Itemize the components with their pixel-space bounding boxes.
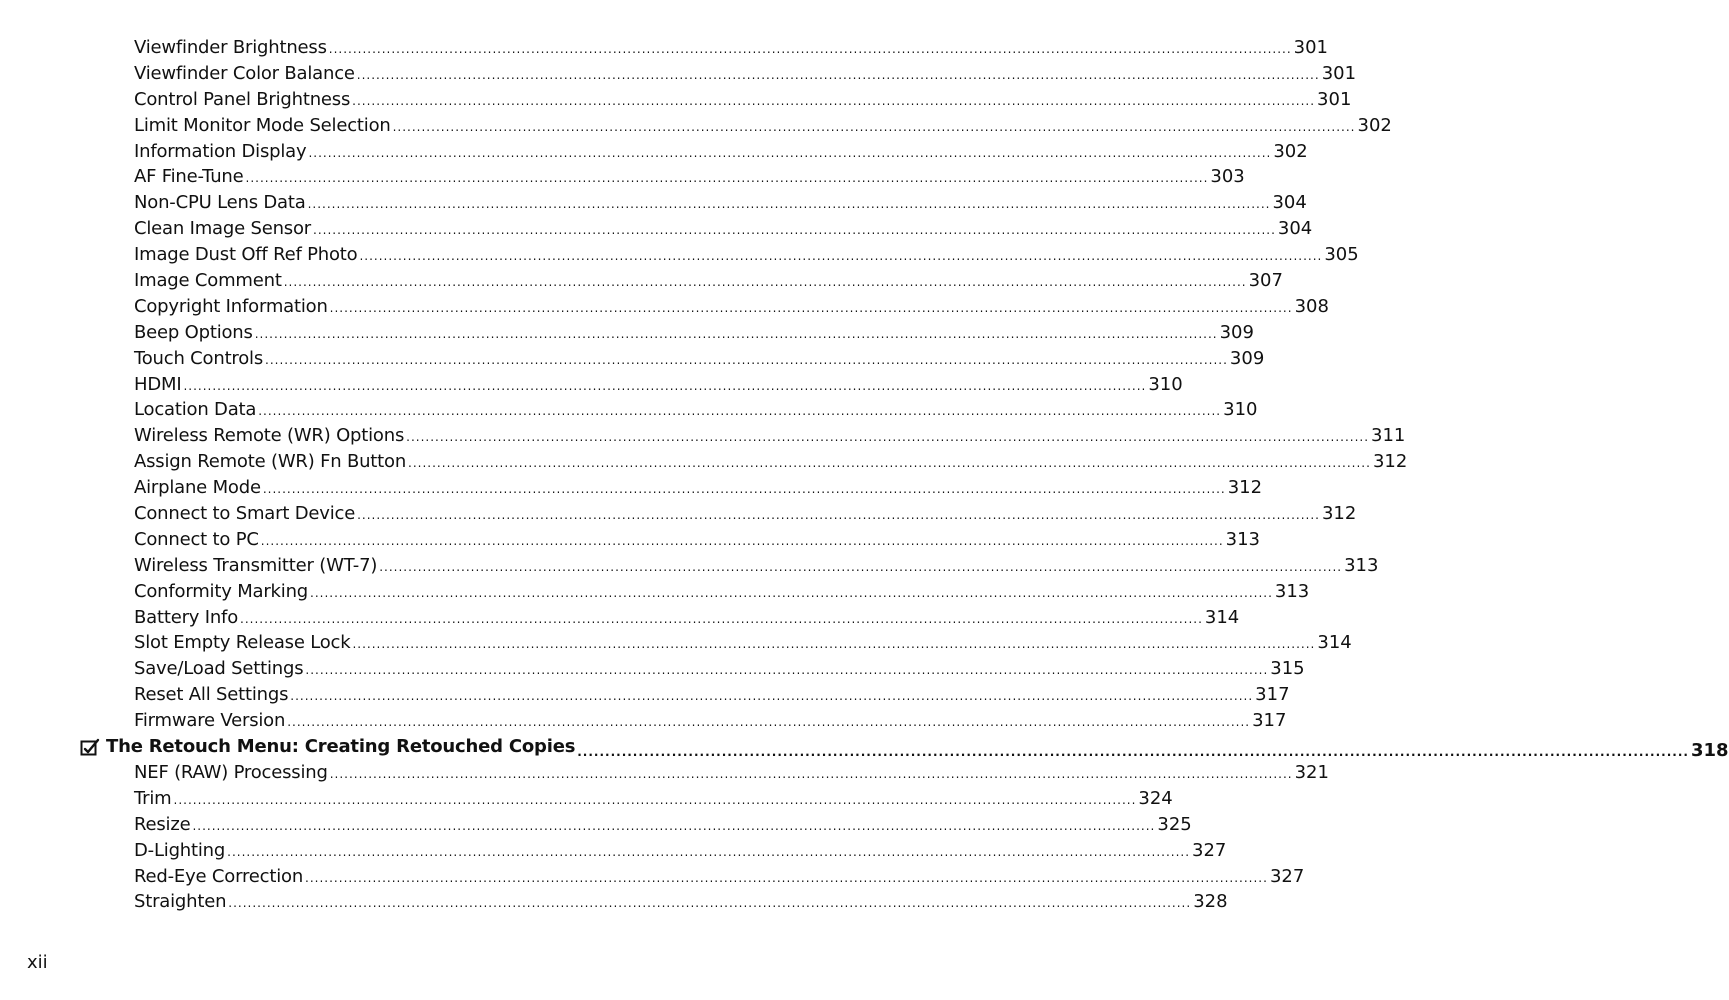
toc-entry-page: 303 — [1210, 166, 1245, 188]
dot-leader: ........................................................................................................................................................................................................ — [329, 300, 1293, 315]
toc-entry-page: 301 — [1321, 62, 1357, 84]
toc-entry-label: Firmware Version — [134, 710, 286, 732]
toc-entry-label: Airplane Mode — [134, 477, 261, 499]
toc-entry-label: HDMI — [134, 373, 182, 395]
toc-entry-label: Viewfinder Brightness — [134, 37, 327, 58]
dot-leader: ........................................................................................................................................................................................................ — [577, 745, 1689, 759]
toc-entry-page: 308 — [1294, 295, 1329, 317]
toc-entry-label: Save/Load Settings — [134, 658, 304, 680]
toc-entry-page: 302 — [1357, 114, 1392, 136]
toc-entry[interactable] — [134, 708, 1287, 734]
toc-entry[interactable] — [134, 656, 1305, 682]
toc-entry[interactable] — [134, 501, 1357, 527]
toc-entry-page: 315 — [1270, 658, 1305, 680]
toc-entry-page: 314 — [1317, 632, 1352, 654]
toc-entry-page: 313 — [1344, 554, 1379, 576]
dot-leader: ........................................................................................................................................................................................................ — [329, 766, 1293, 781]
retouch-menu-section-heading[interactable] — [80, 734, 1729, 761]
dot-leader: ........................................................................................................................................................................................................ — [173, 792, 1137, 807]
dot-leader: ........................................................................................................................................................................................................ — [228, 896, 1192, 911]
toc-entry[interactable] — [134, 190, 1307, 216]
dot-leader: ........................................................................................................................................................................................................ — [307, 197, 1271, 212]
dot-leader: ........................................................................................................................................................................................................ — [287, 715, 1251, 730]
toc-entry-label: Viewfinder Color Balance — [134, 62, 355, 84]
toc-entry[interactable] — [134, 579, 1310, 605]
toc-entry[interactable] — [134, 397, 1258, 423]
toc-entry[interactable] — [134, 786, 1173, 812]
toc-entry[interactable] — [134, 294, 1329, 320]
toc-entry[interactable] — [134, 268, 1283, 294]
toc-entry-label: Wireless Remote (WR) Options — [134, 425, 405, 447]
toc-entry-page: 312 — [1372, 451, 1408, 473]
toc-entry[interactable] — [134, 682, 1290, 708]
toc-entry[interactable] — [134, 216, 1313, 242]
dot-leader: ........................................................................................................................................................................................................ — [290, 689, 1254, 704]
toc-entry[interactable] — [134, 605, 1240, 631]
dot-leader: ........................................................................................................................................................................................................ — [406, 430, 1370, 445]
toc-entry-label: Connect to PC — [134, 528, 259, 550]
toc-entry-page: 327 — [1192, 839, 1227, 861]
toc-entry-page: 304 — [1272, 192, 1307, 214]
toc-entry-label: Slot Empty Release Lock — [134, 632, 351, 654]
toc-entry-page: 313 — [1274, 580, 1310, 602]
dot-leader: ........................................................................................................................................................................................................ — [183, 378, 1147, 393]
toc-entry[interactable] — [134, 864, 1305, 890]
toc-entry-label: D-Lighting — [134, 839, 226, 861]
toc-entry-label: Control Panel Brightness — [134, 88, 351, 110]
toc-entry-page: 310 — [1148, 373, 1183, 395]
toc-entry-page: 312 — [1227, 477, 1263, 499]
toc-entry[interactable] — [134, 760, 1329, 786]
toc-entry[interactable] — [134, 139, 1308, 165]
toc-entry[interactable] — [134, 346, 1265, 372]
toc-entry-page: 313 — [1225, 528, 1261, 550]
toc-entry-page: 302 — [1273, 140, 1308, 162]
dot-leader: ........................................................................................................................................................................................................ — [254, 326, 1218, 341]
dot-leader: ........................................................................................................................................................................................................ — [258, 404, 1222, 419]
toc-entry-page: 327 — [1269, 865, 1305, 887]
dot-leader: ........................................................................................................................................................................................................ — [227, 844, 1191, 859]
dot-leader: ........................................................................................................................................................................................................ — [408, 456, 1371, 471]
dot-leader: ........................................................................................................................................................................................................ — [240, 611, 1203, 626]
toc-entry[interactable] — [134, 242, 1359, 268]
toc-entry[interactable] — [134, 164, 1245, 190]
dot-leader: ........................................................................................................................................................................................................ — [245, 171, 1209, 186]
dot-leader: ........................................................................................................................................................................................................ — [356, 67, 1320, 82]
dot-leader: ........................................................................................................................................................................................................ — [359, 249, 1323, 264]
toc-entry[interactable] — [134, 475, 1263, 501]
toc-entry-page: 301 — [1293, 37, 1329, 58]
toc-entry-page: 317 — [1255, 684, 1290, 706]
toc-entry[interactable] — [134, 35, 1329, 61]
toc-entry[interactable] — [134, 449, 1408, 475]
dot-leader: ........................................................................................................................................................................................................ — [357, 508, 1320, 523]
table-of-contents — [0, 35, 1729, 915]
toc-entry-page: 317 — [1252, 710, 1287, 732]
toc-entry-label: Straighten — [134, 891, 227, 913]
dot-leader: ........................................................................................................................................................................................................ — [283, 275, 1247, 290]
dot-leader: ........................................................................................................................................................................................................ — [192, 818, 1156, 833]
setup-menu-entries — [0, 35, 1408, 734]
toc-entry-label: AF Fine-Tune — [134, 166, 244, 188]
toc-entry-label: Beep Options — [134, 321, 253, 343]
dot-leader: ........................................................................................................................................................................................................ — [308, 145, 1272, 160]
toc-entry-label: Trim — [134, 787, 172, 809]
toc-entry[interactable] — [134, 553, 1379, 579]
toc-entry-page: 311 — [1371, 425, 1406, 447]
toc-entry[interactable] — [134, 423, 1406, 449]
toc-entry-page: 305 — [1324, 244, 1359, 266]
toc-entry-label: Non-CPU Lens Data — [134, 192, 306, 214]
retouch-menu-entries — [0, 760, 1329, 915]
toc-entry-page: 325 — [1157, 813, 1192, 835]
toc-entry[interactable] — [134, 812, 1192, 838]
dot-leader: ........................................................................................................................................................................................................ — [352, 637, 1316, 652]
dot-leader: ........................................................................................................................................................................................................ — [305, 870, 1268, 885]
toc-entry-label: Clean Image Sensor — [134, 218, 311, 240]
toc-entry[interactable] — [134, 320, 1254, 346]
retouch-menu-icon — [80, 738, 100, 756]
dot-leader: ........................................................................................................................................................................................................ — [305, 663, 1269, 678]
toc-entry-page: 301 — [1317, 88, 1352, 110]
toc-entry[interactable] — [134, 630, 1352, 656]
dot-leader: ........................................................................................................................................................................................................ — [352, 93, 1316, 108]
toc-entry-label: Copyright Information — [134, 295, 328, 317]
dot-leader: ........................................................................................................................................................................................................ — [260, 533, 1224, 548]
toc-entry-page: 314 — [1204, 606, 1240, 628]
toc-entry-label: Image Dust Off Ref Photo — [134, 244, 358, 266]
toc-entry-label: Reset All Settings — [134, 684, 289, 706]
section-heading-page: 318 — [1690, 740, 1729, 761]
toc-entry-label: Touch Controls — [134, 347, 264, 369]
toc-entry-page: 324 — [1138, 787, 1173, 809]
toc-entry-page: 310 — [1223, 399, 1258, 421]
toc-entry[interactable] — [134, 838, 1227, 864]
toc-entry-label: NEF (RAW) Processing — [134, 761, 328, 783]
dot-leader: ........................................................................................................................................................................................................ — [392, 119, 1356, 134]
section-heading-text: The Retouch Menu: Creating Retouched Copies — [106, 736, 576, 758]
toc-entry-label: Assign Remote (WR) Fn Button — [134, 451, 407, 473]
toc-entry-label: Conformity Marking — [134, 580, 309, 602]
toc-entry-page: 328 — [1193, 891, 1228, 913]
toc-entry-label: Information Display — [134, 140, 307, 162]
dot-leader: ........................................................................................................................................................................................................ — [262, 482, 1226, 497]
toc-entry-label: Location Data — [134, 399, 257, 421]
toc-entry-label: Battery Info — [134, 606, 239, 628]
toc-entry[interactable] — [134, 527, 1261, 553]
toc-entry[interactable] — [134, 372, 1183, 398]
toc-entry-page: 307 — [1248, 270, 1283, 292]
dot-leader: ........................................................................................................................................................................................................ — [313, 223, 1276, 238]
dot-leader: ........................................................................................................................................................................................................ — [379, 559, 1343, 574]
dot-leader: ........................................................................................................................................................................................................ — [310, 585, 1273, 600]
toc-entry[interactable] — [134, 113, 1392, 139]
toc-entry-label: Image Comment — [134, 270, 282, 292]
dot-leader: ........................................................................................................................................................................................................ — [265, 352, 1228, 367]
toc-entry-page: 309 — [1219, 321, 1254, 343]
toc-entry-label: Resize — [134, 813, 191, 835]
page-number: xii — [27, 952, 48, 973]
toc-entry-label: Red-Eye Correction — [134, 865, 304, 887]
toc-entry-label: Connect to Smart Device — [134, 503, 356, 525]
toc-entry-label: Limit Monitor Mode Selection — [134, 114, 391, 136]
toc-entry-page: 309 — [1229, 347, 1265, 369]
toc-entry[interactable] — [134, 889, 1228, 915]
toc-entry[interactable] — [134, 87, 1352, 113]
toc-entry-page: 321 — [1294, 761, 1329, 783]
dot-leader: ........................................................................................................................................................................................................ — [328, 42, 1292, 56]
toc-entry-page: 304 — [1277, 218, 1313, 240]
toc-entry-label: Wireless Transmitter (WT-7) — [134, 554, 378, 576]
toc-entry[interactable] — [134, 61, 1357, 87]
section-heading-label — [80, 734, 575, 760]
toc-entry-page: 312 — [1321, 503, 1357, 525]
